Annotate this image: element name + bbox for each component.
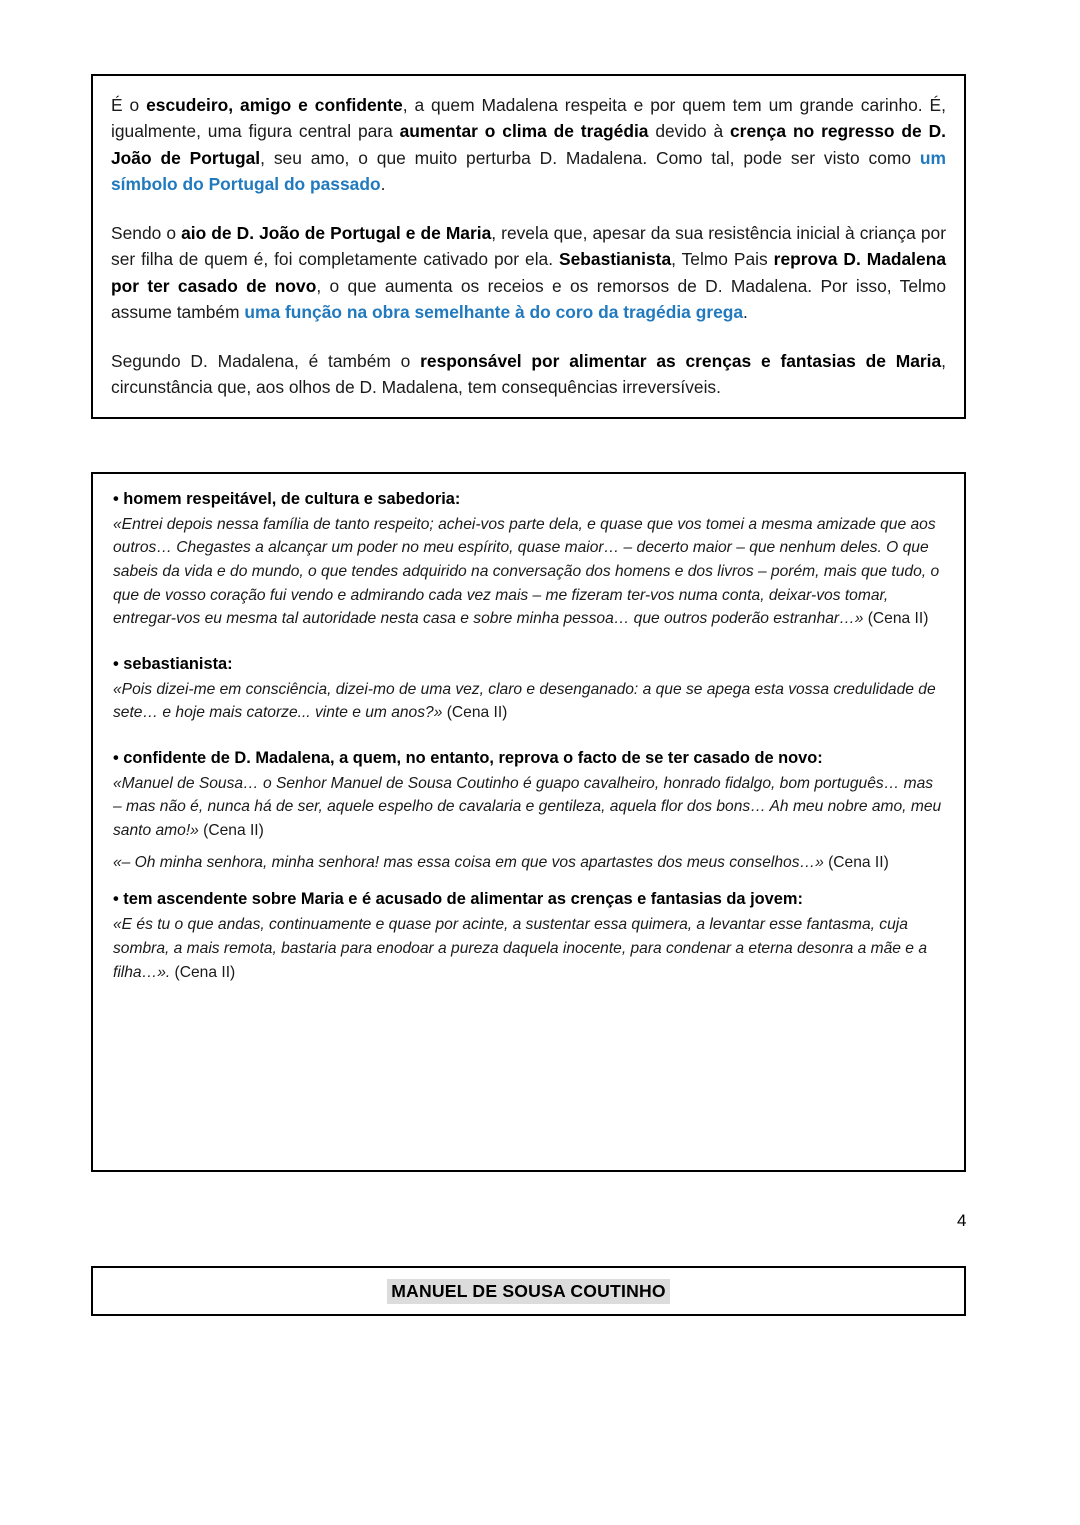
footer-title: MANUEL DE SOUSA COUTINHO: [387, 1279, 670, 1304]
quote-group: [113, 488, 944, 631]
quote-source: (Cena II): [863, 610, 929, 628]
p1-seg4: , seu amo, o que muito perturba D. Madalena. Como tal, pode ser visto como: [260, 147, 920, 168]
quote-body: «E és tu o que andas, continuamente e quase por acinte, a sustentar essa quimera, a levantar esse fantasma, cuja sombra, a mais remota, bastaria para enodoar a pureza daquela inocente, para condenar a eterna desonra a mãe e a filha…».: [113, 916, 927, 981]
quote-body: «Manuel de Sousa… o Senhor Manuel de Sousa Coutinho é guapo cavalheiro, honrado fidalgo, bom português… mas – mas não é, nunca há de ser, aquele espelho de cavalaria e gentileza, aquela flor dos bons… Ah meu nobre amo, meu santo amo!»: [113, 774, 942, 840]
p3-seg1: Segundo D. Madalena, é também o: [111, 350, 421, 371]
quote-text: [113, 513, 944, 631]
page-number: 4: [957, 1211, 967, 1230]
analysis-paragraph-3: [111, 348, 946, 401]
p2-seg5: .: [743, 302, 748, 323]
p1-highlight-1: um símbolo do Portugal do passado: [111, 147, 946, 195]
p2-bold1: aio de D. João de Portugal e de Maria: [181, 222, 492, 243]
p1-bold3: crença no regresso de D. João de Portugal: [111, 121, 946, 168]
p2-bold2: Sebastianista: [559, 249, 672, 270]
p2-bold3: reprova D. Madalena por ter casado de novo: [111, 249, 946, 296]
quote-group: [113, 653, 944, 725]
quote-source: (Cena II): [170, 963, 236, 981]
analysis-paragraph-2: [111, 220, 946, 326]
quote-heading: • tem ascendente sobre Maria e é acusado de alimentar as crenças e fantasias da jovem:: [113, 890, 803, 909]
quote-group: [113, 747, 944, 874]
p2-seg4: , o que aumenta os receios e os remorsos de D. Madalena. Por isso, Telmo assume também: [111, 275, 947, 323]
p1-bold1: escudeiro, amigo e confidente: [146, 95, 403, 115]
p3-bold1: responsável por alimentar as crenças e fantasias de Maria: [420, 350, 942, 371]
quote-source: (Cena II): [442, 704, 508, 722]
spacer: [113, 843, 944, 851]
quote-heading: • confidente de D. Madalena, a quem, no entanto, reprova o facto de se ter casado de novo:: [113, 749, 823, 768]
analysis-paragraph-1: [111, 92, 946, 198]
spacer: [113, 739, 944, 747]
quote-body: «Pois dizei-me em consciência, dizei-mo de uma vez, claro e desenganado: a que se apega esta vossa credulidade de sete… e hoje mais catorze... vinte e um anos?»: [113, 680, 936, 722]
p2-highlight-1: uma função na obra semelhante à do coro da tragédia grega: [244, 302, 744, 323]
spacer: [113, 645, 944, 653]
p1-seg1: É o: [111, 95, 147, 115]
quote-text: [113, 678, 944, 725]
quote-text-secondary: [113, 851, 944, 875]
quote-heading: • sebastianista:: [113, 655, 233, 674]
p1-seg2: , a quem Madalena respeita e por quem tem um grande carinho. É, igualmente, uma figura central para: [111, 95, 946, 142]
p1-seg5: .: [380, 174, 386, 195]
footer-title-box: [91, 1266, 966, 1316]
quote-text: [113, 913, 944, 984]
analysis-text-box: [91, 74, 966, 419]
quote-heading: • homem respeitável, de cultura e sabedoria:: [113, 490, 461, 508]
quote-group: [113, 888, 944, 984]
quotations-box: [91, 472, 966, 1172]
p1-seg3: devido à: [648, 121, 730, 142]
quote-source: (Cena II): [198, 822, 264, 840]
quote-text: [113, 772, 944, 843]
p2-seg1: Sendo o: [111, 222, 182, 243]
quote-body: «Entrei depois nessa família de tanto respeito; achei-vos parte dela, e quase que vos tomei a mesma amizade que aos outros… Chegastes a alcançar um poder no meu espírito, quase maior… – decerto maior – que nenhum deles. O que sabeis da vida e do mundo, o que tendes adquirido na conversação dos homens e dos livros – porém, mais que tudo, o que de vosso coração fui vendo e admirando cada vez mais – me fizeram ter-vos numa conta, deixar-vos tomar, entregar-vos eu mesma tal autoridade nesta casa e sobre minha pessoa… que outros poderão estranhar…»: [113, 515, 940, 628]
p3-seg2: , circunstância que, aos olhos de D. Madalena, tem consequências irreversíveis.: [111, 350, 946, 398]
p1-bold2: aumentar o clima de tragédia: [399, 121, 649, 142]
p2-seg2: , revela que, apesar da sua resistência inicial à criança por ser filha de quem é, foi completamente cativado por ela.: [111, 222, 946, 270]
p2-seg3: , Telmo Pais: [671, 249, 774, 270]
quote-body-secondary: «– Oh minha senhora, minha senhora! mas essa coisa em que vos apartastes dos meus conselhos…»: [113, 853, 824, 871]
quote-source-secondary: (Cena II): [823, 853, 889, 871]
